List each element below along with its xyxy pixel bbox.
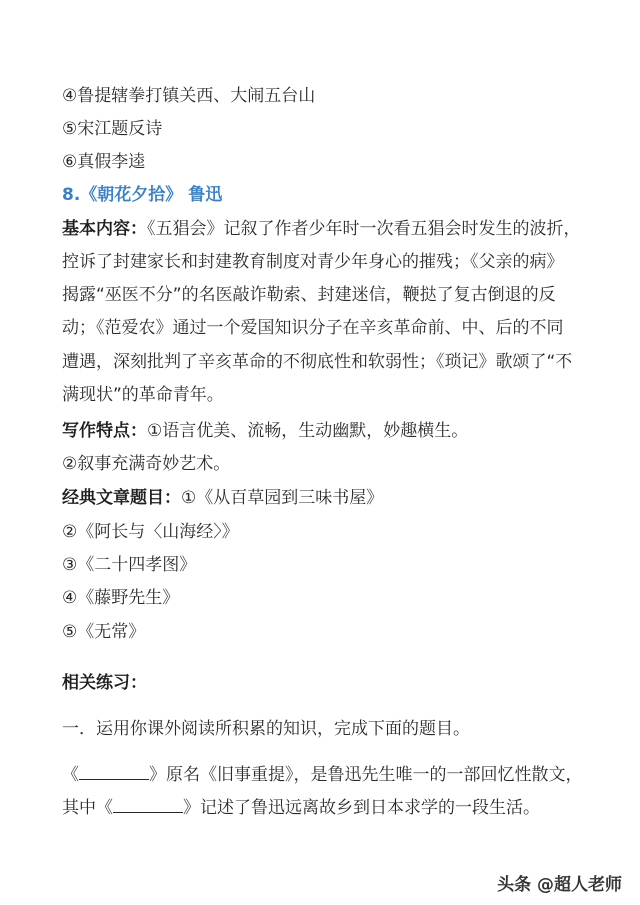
- writing-point: ①语言优美、流畅，生动幽默，妙趣横生。: [147, 421, 469, 441]
- paragraph-line: 满现状”的革命青年。: [62, 385, 224, 405]
- paragraph-line: 揭露“巫医不分”的名医敲诈勒索、封建迷信，鞭挞了复古倒退的反: [62, 285, 556, 305]
- classic-title-item: ④《藤野先生》: [62, 588, 180, 608]
- basic-content-label: 基本内容：: [62, 219, 147, 239]
- question-text: 一．运用你课外阅读所积累的知识，完成下面的题目。: [62, 719, 470, 739]
- list-item: ⑥真假李逵: [62, 152, 146, 172]
- answer-blank[interactable]: [79, 765, 149, 780]
- classic-title-item: ⑤《无常》: [62, 622, 146, 642]
- classic-title-item: ③《二十四孝图》: [62, 555, 197, 575]
- paragraph-line: 遭遇，深刻批判了辛亥革命的不彻底性和软弱性；《琐记》歌颂了“不: [62, 352, 573, 372]
- answer-blank[interactable]: [113, 798, 183, 813]
- fill-blank-line: [62, 764, 583, 786]
- writing-point: ②叙事充满奇妙艺术。: [62, 454, 231, 474]
- fill-blank-line: [62, 797, 540, 819]
- writing-features-line: [62, 420, 468, 442]
- classic-titles-line: [62, 487, 383, 509]
- classic-title-item: ①《从百草园到三味书屋》: [181, 488, 384, 508]
- practice-heading: 相关练习：: [62, 673, 147, 693]
- classic-titles-label: 经典文章题目：: [62, 488, 181, 508]
- basic-content-text: 《五猖会》记叙了作者少年时一次看五猖会时发生的波折，: [147, 219, 581, 239]
- paragraph-line: 控诉了封建家长和封建教育制度对青少年身心的摧残；《父亲的病》: [62, 252, 564, 272]
- fill-text: 》记述了鲁迅远离故乡到日本求学的一段生活。: [183, 798, 540, 818]
- quote-open: 《: [62, 765, 79, 785]
- basic-content-line: [62, 218, 581, 240]
- paragraph-line: 动；《范爱农》通过一个爱国知识分子在辛亥革命前、中、后的不同: [62, 318, 564, 338]
- fill-text: 其中《: [62, 798, 113, 818]
- list-item: ⑤宋江题反诗: [62, 119, 163, 139]
- fill-text: 》原名《旧事重提》，是鲁迅先生唯一的一部回忆性散文，: [149, 765, 583, 785]
- classic-title-item: ②《阿长与〈山海经〉》: [62, 522, 239, 542]
- section-title: 8.《朝花夕拾》 鲁迅: [62, 185, 223, 205]
- watermark: 头条 @超人老师: [497, 875, 622, 895]
- list-item: ④鲁提辖拳打镇关西、大闹五台山: [62, 86, 316, 106]
- writing-features-label: 写作特点：: [62, 421, 147, 441]
